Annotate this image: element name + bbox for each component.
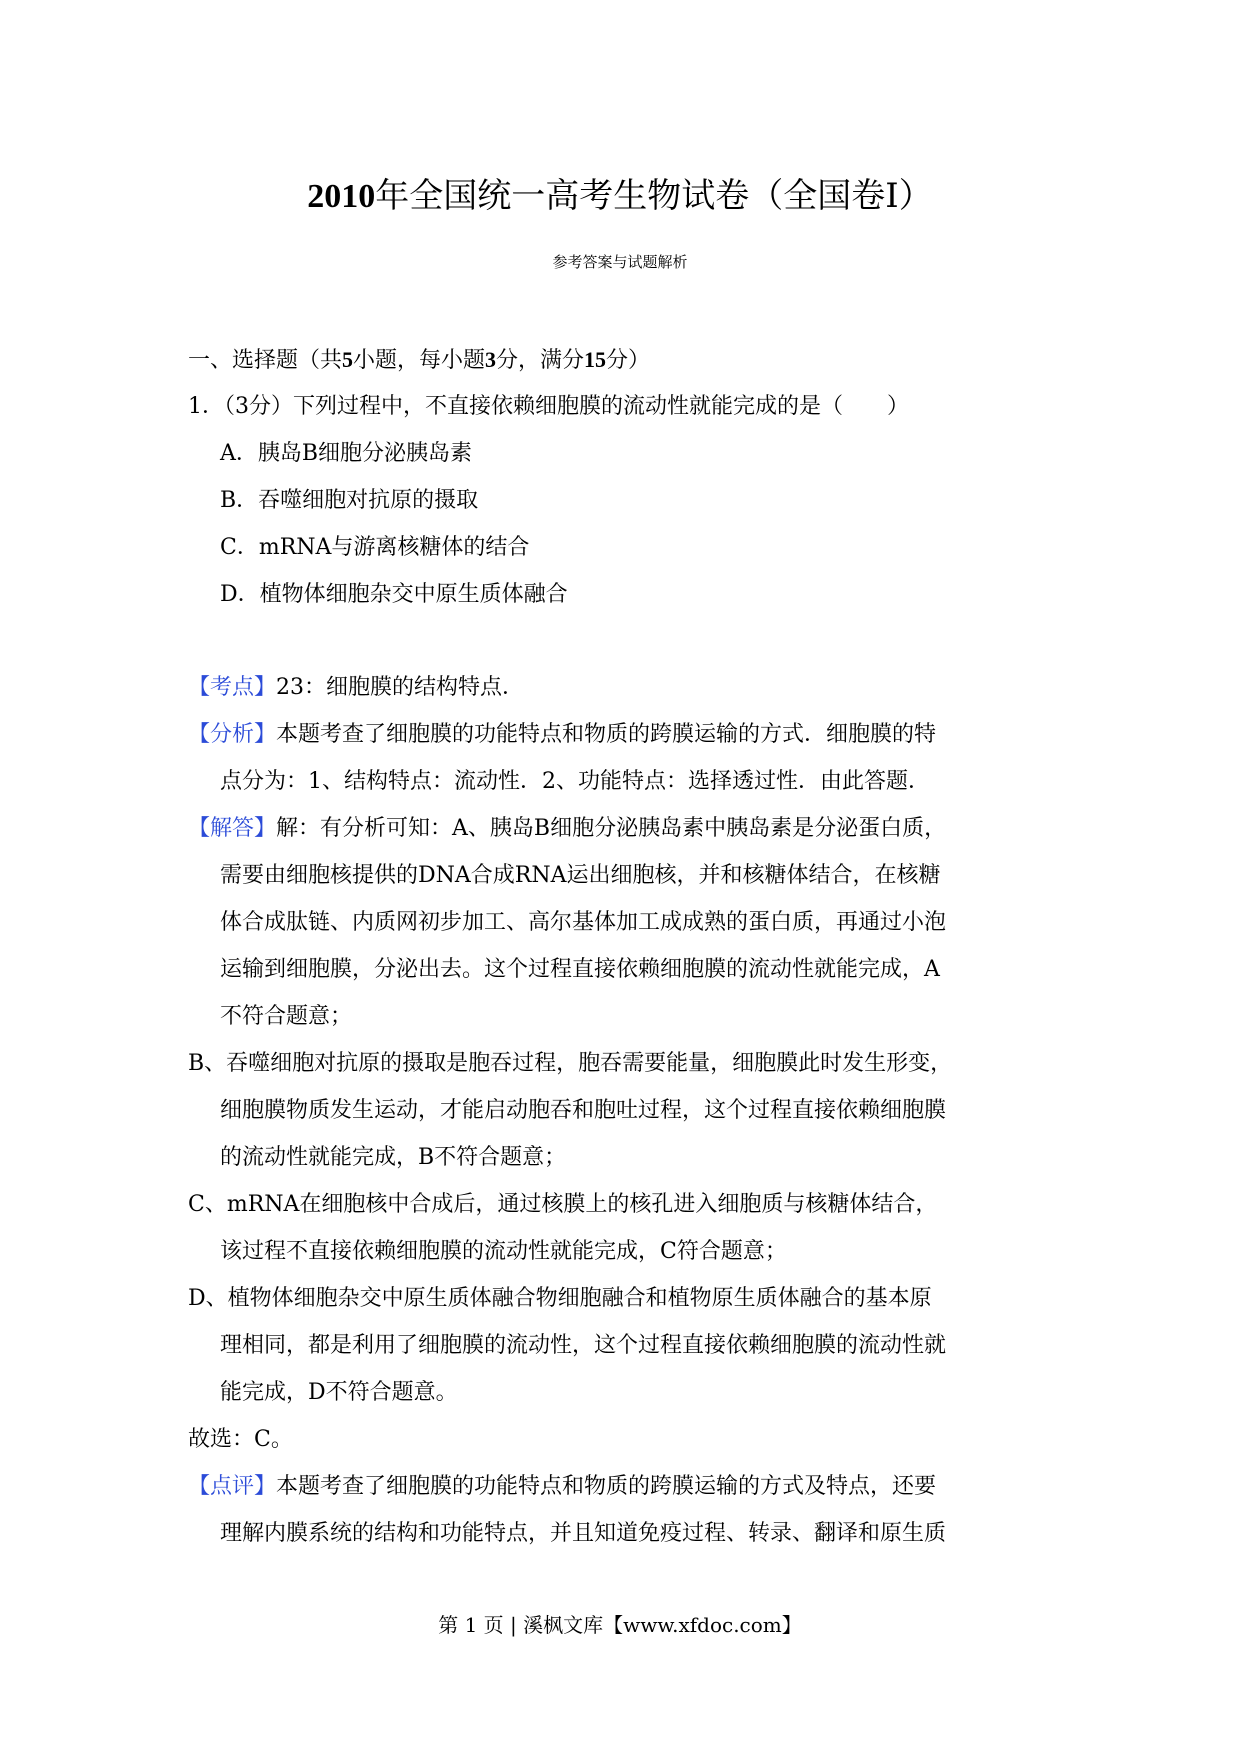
jieda-line: 运输到细胞膜，分泌出去。这个过程直接依赖细胞膜的流动性就能完成，A <box>220 957 940 982</box>
fenxi-line: 本题考查了细胞膜的功能特点和物质的跨膜运输的方式．细胞膜的特 <box>276 722 937 747</box>
total-points: 15 <box>584 347 607 372</box>
page-subtitle: 参考答案与试题解析 <box>552 253 688 271</box>
points-per-question: 3 <box>485 347 497 372</box>
jieda-line: 不符合题意； <box>220 1004 353 1029</box>
dianping-line: 理解内膜系统的结构和功能特点，并且知道免疫过程、转录、翻译和原生质 <box>220 1521 947 1546</box>
question-text: （3分）下列过程中，不直接依赖细胞膜的流动性就能完成的是（ ） <box>224 394 909 419</box>
jieda-line: 细胞膜物质发生运动，才能启动胞吞和胞吐过程，这个过程直接依赖细胞膜 <box>220 1098 947 1123</box>
jieda-label: 【解答】 <box>188 816 277 841</box>
option-b: B．吞噬细胞对抗原的摄取 <box>220 488 479 513</box>
title-text: 年全国统一高考生物试卷（全国卷Ⅰ） <box>375 176 933 216</box>
kaodian-block <box>188 664 524 711</box>
option-d: D．植物体细胞杂交中原生质体融合 <box>220 582 568 607</box>
jieda-line: 能完成，D不符合题意。 <box>220 1380 458 1405</box>
kaodian-label: 【考点】 <box>188 675 277 700</box>
fenxi-label: 【分析】 <box>188 722 277 747</box>
jieda-line: 理相同，都是利用了细胞膜的流动性，这个过程直接依赖细胞膜的流动性就 <box>220 1333 947 1358</box>
jieda-line: 该过程不直接依赖细胞膜的流动性就能完成，C符合题意； <box>220 1239 787 1264</box>
question-number: 1． <box>188 394 224 419</box>
page-footer: 第 1 页 | 溪枫文库【www.xfdoc.com】 <box>438 1613 802 1637</box>
option-c: C．mRNA与游离核糖体的结合 <box>220 535 530 560</box>
dianping-label: 【点评】 <box>188 1474 277 1499</box>
title-year: 2010 <box>307 178 376 215</box>
option-a: A．胰岛B细胞分泌胰岛素 <box>220 441 473 466</box>
kaodian-text: 23：细胞膜的结构特点． <box>276 675 525 700</box>
jieda-line: C、mRNA在细胞核中合成后，通过核膜上的核孔进入细胞质与核糖体结合， <box>188 1192 938 1217</box>
question-1 <box>188 383 909 430</box>
jieda-line: 需要由细胞核提供的DNA合成RNA运出细胞核，并和核糖体结合，在核糖 <box>220 863 941 888</box>
jieda-line: 体合成肽链、内质网初步加工、高尔基体加工成成熟的蛋白质，再通过小泡 <box>220 910 947 935</box>
jieda-line: 的流动性就能完成，B不符合题意； <box>220 1145 567 1170</box>
jieda-line: 解：有分析可知：A、胰岛B细胞分泌胰岛素中胰岛素是分泌蛋白质， <box>276 816 947 841</box>
answer-line: 故选：C。 <box>188 1427 293 1452</box>
section-heading: 一、选择题（共5小题，每小题3分，满分15分） <box>188 347 651 373</box>
jieda-line: D、植物体细胞杂交中原生质体融合物细胞融合和植物原生质体融合的基本原 <box>188 1286 932 1311</box>
question-count: 5 <box>342 347 354 372</box>
fenxi-line: 点分为：1、结构特点：流动性．2、功能特点：选择透过性．由此答题． <box>220 769 930 794</box>
page-title <box>0 172 1240 221</box>
dianping-line: 本题考查了细胞膜的功能特点和物质的跨膜运输的方式及特点，还要 <box>276 1474 937 1499</box>
jieda-line: B、吞噬细胞对抗原的摄取是胞吞过程，胞吞需要能量，细胞膜此时发生形变， <box>188 1051 953 1076</box>
